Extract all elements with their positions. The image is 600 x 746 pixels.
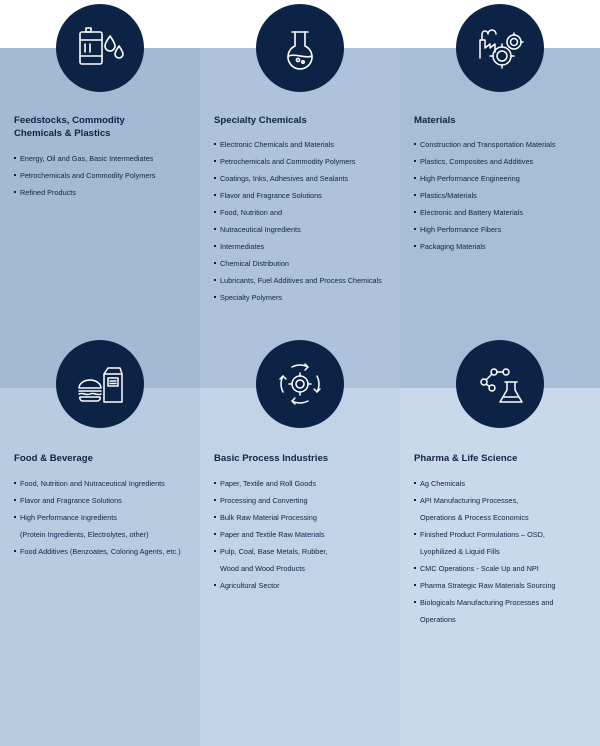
list-item: Finished Product Formulations – OSD, (414, 526, 555, 543)
section-food-beverage (0, 388, 200, 746)
list-item: Processing and Converting (214, 492, 327, 509)
list-item: CMC Operations - Scale Up and NPI (414, 560, 555, 577)
list-item: Petrochemicals and Commodity Polymers (214, 153, 382, 170)
list-item: Specialty Polymers (214, 289, 382, 306)
list-item: Lyophilized & Liquid Fills (420, 547, 500, 556)
list-item: Pharma Strategic Raw Materials Sourcing (414, 577, 555, 594)
list-item: Paper, Textile and Roll Goods (214, 475, 327, 492)
list-item: Biologicals Manufacturing Processes and (414, 594, 555, 611)
list-item: Wood and Wood Products (220, 564, 305, 573)
list-item: (Protein Ingredients, Electrolytes, other) (20, 530, 149, 539)
list-item: Chemical Distribution (214, 255, 382, 272)
section-title: Pharma & Life Science (414, 453, 518, 464)
section-items (14, 475, 181, 560)
process-cycle-gear-icon (256, 340, 344, 428)
section-items (214, 136, 382, 306)
list-item: Ag Chemicals (414, 475, 555, 492)
list-item: High Performance Fibers (414, 221, 555, 238)
oil-barrel-droplets-icon (56, 4, 144, 92)
section-title: Food & Beverage (14, 453, 93, 464)
factory-gears-icon (456, 4, 544, 92)
list-item: Construction and Transportation Materials (414, 136, 555, 153)
list-item: High Performance Ingredients (14, 509, 181, 526)
list-item: Operations & Process Economics (420, 513, 529, 522)
list-item: Food Additives (Benzoates, Coloring Agents, etc.) (14, 543, 181, 560)
section-items (14, 150, 155, 201)
section-items (414, 136, 555, 255)
list-item: Packaging Materials (414, 238, 555, 255)
section-title: Feedstocks, Commodity Chemicals & Plastics (14, 115, 125, 139)
list-item: Bulk Raw Material Processing (214, 509, 327, 526)
list-item: Agricultural Sector (214, 577, 327, 594)
list-item: Lubricants, Fuel Additives and Process Chemicals (214, 272, 382, 289)
list-item: Electronic Chemicals and Materials (214, 136, 382, 153)
list-item: Coatings, Inks, Adhesives and Sealants (214, 170, 382, 187)
list-item: API Manufacturing Processes, (414, 492, 555, 509)
flask-icon (256, 4, 344, 92)
section-title: Specialty Chemicals (214, 115, 307, 126)
list-item: Electronic and Battery Materials (414, 204, 555, 221)
list-item: Refined Products (14, 184, 155, 201)
burger-milk-carton-icon (56, 340, 144, 428)
list-item: Food, Nutrition and (214, 204, 382, 221)
section-title: Basic Process Industries (214, 453, 329, 464)
list-item: Plastics, Composites and Additives (414, 153, 555, 170)
list-item: Petrochemicals and Commodity Polymers (14, 167, 155, 184)
list-item: Pulp, Coal, Base Metals, Rubber, (214, 543, 327, 560)
list-item: Plastics/Materials (414, 187, 555, 204)
section-items (414, 475, 555, 628)
section-title: Materials (414, 115, 456, 126)
list-item: Operations (420, 615, 456, 624)
list-item: Flavor and Fragrance Solutions (14, 492, 181, 509)
list-item: Food, Nutrition and Nutraceutical Ingredients (14, 475, 181, 492)
list-item: Paper and Textile Raw Materials (214, 526, 327, 543)
molecule-flask-icon (456, 340, 544, 428)
list-item: High Performance Engineering (414, 170, 555, 187)
list-item: Intermediates (214, 238, 382, 255)
list-item: Flavor and Fragrance Solutions (214, 187, 382, 204)
section-items (214, 475, 327, 594)
section-feedstocks (0, 48, 200, 388)
list-item: Nutraceutical Ingredients (214, 221, 382, 238)
list-item: Energy, Oil and Gas, Basic Intermediates (14, 150, 155, 167)
